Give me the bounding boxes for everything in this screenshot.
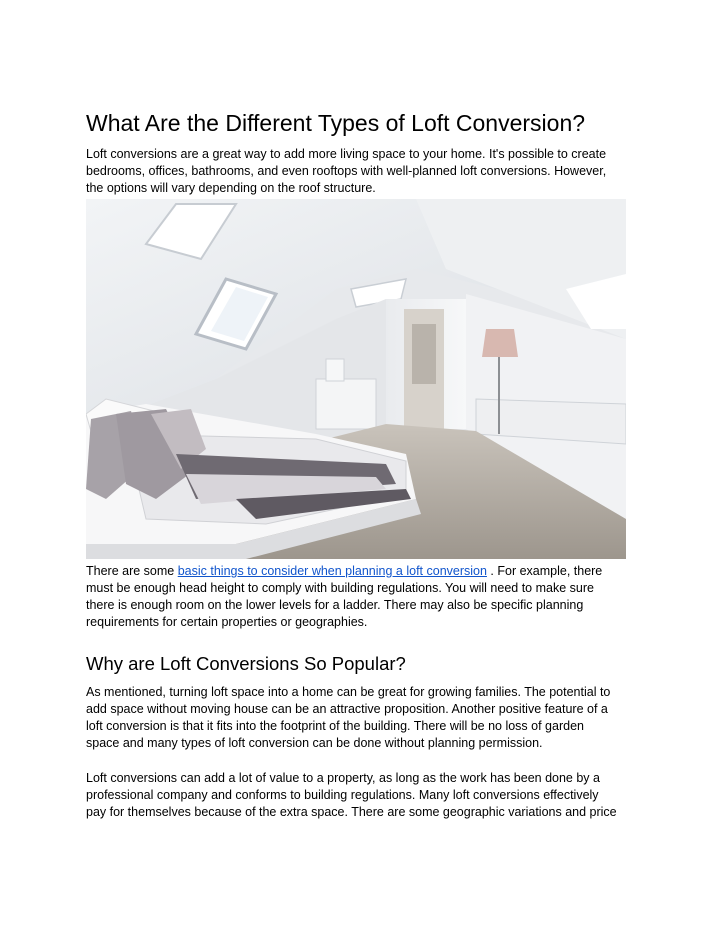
text-line: pay for themselves because of the extra space. There are some geographic variations and price (86, 805, 617, 819)
text-line: As mentioned, turning loft space into a home can be great for growing families. The potential to (86, 685, 611, 699)
text-line (86, 563, 646, 580)
intro-paragraph (86, 146, 646, 197)
value-paragraph (86, 770, 646, 821)
text-prefix: There are some (86, 564, 178, 578)
text-line: must be enough head height to comply with building regulations. You will need to make sure (86, 581, 594, 595)
text-line: professional company and conforms to building regulations. Many loft conversions effectively (86, 788, 599, 802)
page-title: What Are the Different Types of Loft Conversion? (86, 110, 586, 136)
text-line: space and many types of loft conversion can be done without planning permission. (86, 736, 543, 750)
section-heading: Why are Loft Conversions So Popular? (86, 653, 406, 674)
text-line: Loft conversions can add a lot of value to a property, as long as the work has been done by a (86, 771, 600, 785)
text-suffix: . For example, there (486, 564, 603, 578)
text-line: bedrooms, offices, bathrooms, and even rooftops with well-planned loft conversions. However, (86, 164, 607, 178)
text-line: the options will vary depending on the roof structure. (86, 181, 376, 195)
text-line: add space without moving house can be an attractive proposition. Another positive feature of a (86, 702, 608, 716)
popularity-paragraph (86, 684, 646, 752)
planning-paragraph (86, 563, 646, 631)
text-line: Loft conversions are a great way to add more living space to your home. It's possible to create (86, 147, 607, 161)
text-line: loft conversion is that it fits into the footprint of the building. There will be no loss of garden (86, 719, 584, 733)
loft-conversion-link[interactable]: basic things to consider when planning a loft conversion (177, 564, 487, 578)
text-line: there is enough room on the lower levels for a ladder. There may also be specific planning (86, 598, 584, 612)
text-line: requirements for certain properties or geographies. (86, 615, 368, 629)
loft-bedroom-photo (86, 199, 626, 559)
